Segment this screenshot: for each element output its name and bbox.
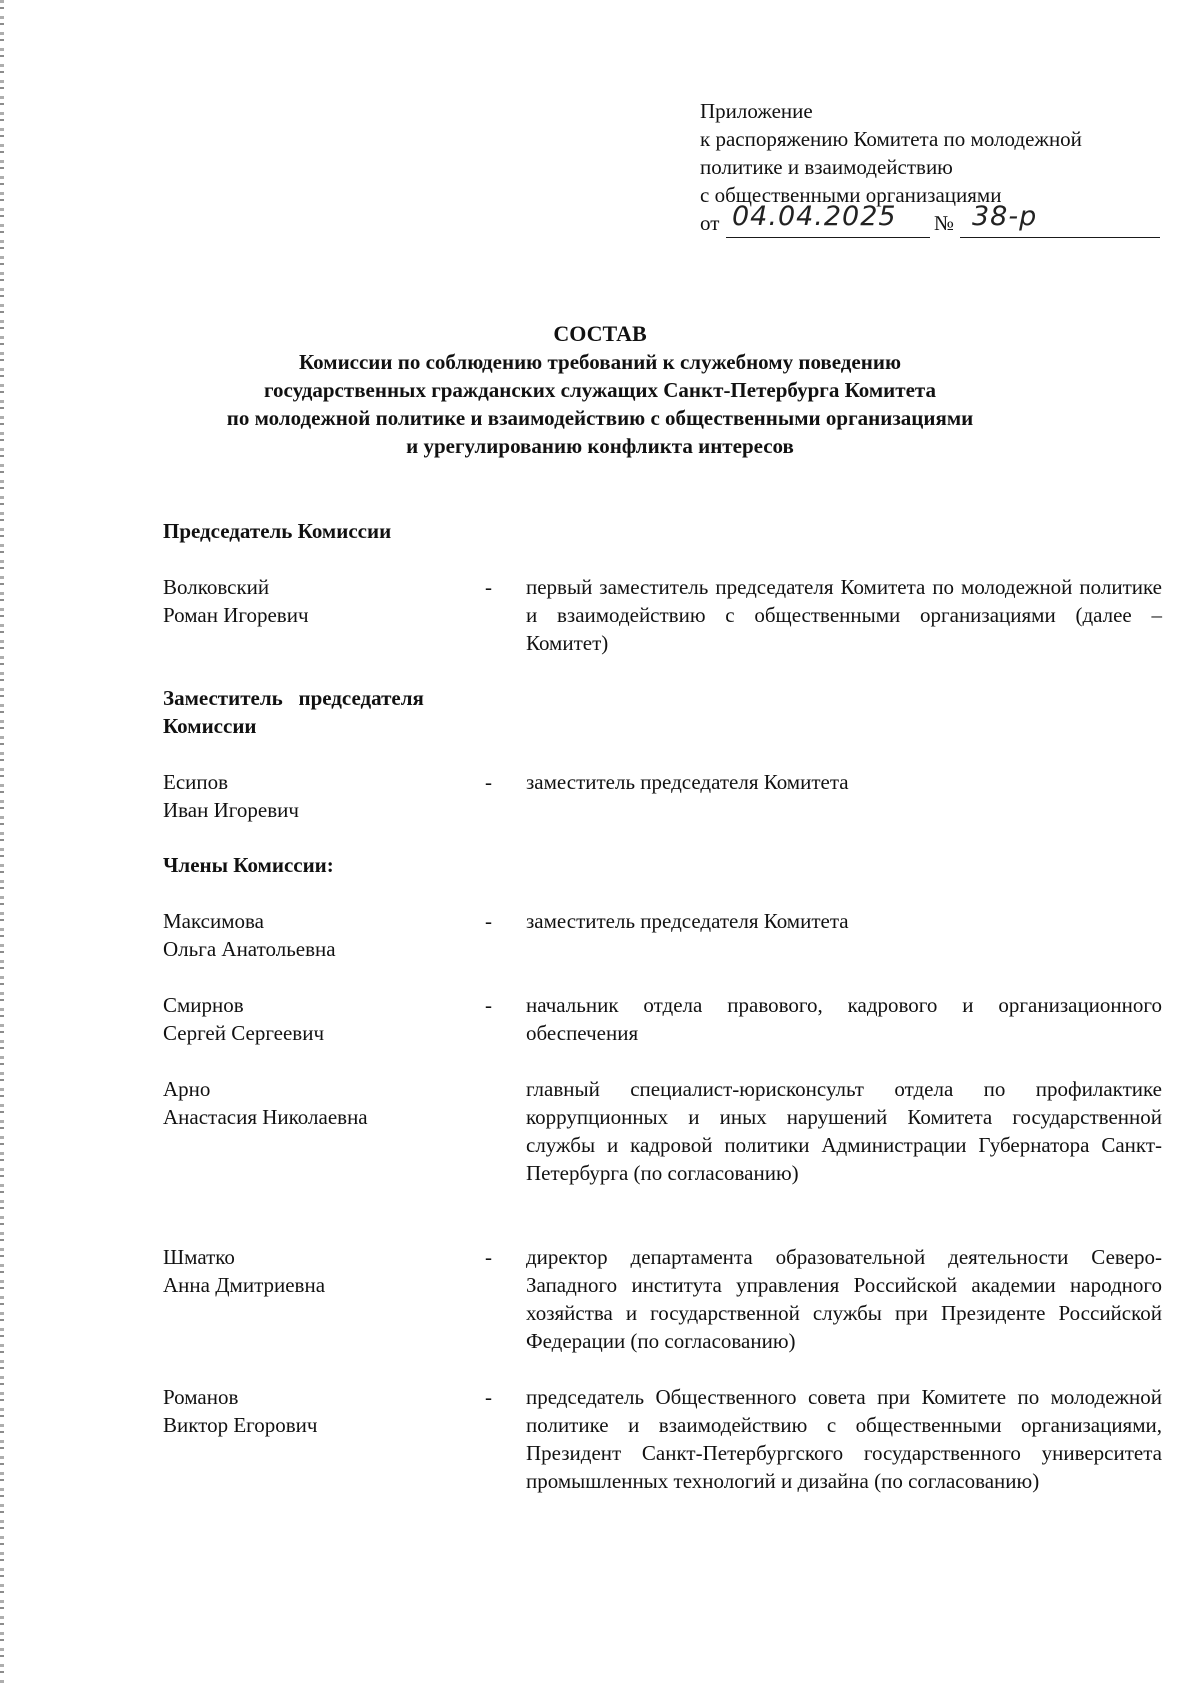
appendix-line: к распоряжению Комитета по молодежной	[700, 127, 1082, 151]
deputy-chair-heading	[163, 684, 424, 740]
member-role: первый заместитель председателя Комитета по молодежной политике и взаимодействию с общественными организациями (далее – Комитет)	[526, 575, 1162, 655]
appendix-line: Приложение	[700, 99, 813, 123]
title-line: государственных гражданских служащих Санкт-Петербурга Комитета	[264, 378, 936, 402]
title-line: и урегулированию конфликта интересов	[406, 434, 794, 458]
appendix-date-line	[700, 201, 1170, 243]
member-given-name: Сергей Сергеевич	[163, 1021, 325, 1045]
member-surname: Шматко	[163, 1245, 235, 1269]
member-given-name: Виктор Егорович	[163, 1413, 318, 1437]
number-label: №	[934, 211, 955, 235]
title-line: по молодежной политике и взаимодействию с общественными организациями	[226, 406, 974, 430]
member-surname: Романов	[163, 1385, 239, 1409]
title-line: Комиссии по соблюдению требований к служебному поведению	[298, 350, 901, 374]
member-name	[163, 1075, 463, 1131]
handwritten-number: 38-р	[972, 201, 1038, 232]
member-role: заместитель председателя Комитета	[526, 909, 849, 933]
deputy-heading-line: Комиссии	[163, 714, 257, 738]
member-surname: Волковский	[163, 575, 270, 599]
member-surname: Максимова	[163, 909, 264, 933]
member-name	[163, 1383, 463, 1439]
from-label: от	[700, 211, 720, 235]
member-name	[163, 991, 463, 1047]
chair-heading: Председатель Комиссии	[163, 519, 392, 543]
appendix-line: с общественными организациями	[700, 183, 1002, 207]
appendix-line: политике и взаимодействию	[700, 155, 953, 179]
title-main: СОСТАВ	[553, 321, 647, 346]
date-underline	[726, 237, 930, 238]
member-surname: Арно	[163, 1077, 211, 1101]
scan-edge-artifact	[0, 0, 4, 1685]
number-underline	[960, 237, 1160, 238]
member-given-name: Анна Дмитриевна	[163, 1273, 326, 1297]
member-given-name: Роман Игоревич	[163, 603, 309, 627]
handwritten-date: 04.04.2025	[732, 201, 897, 232]
member-surname: Есипов	[163, 770, 229, 794]
member-role: главный специалист-юрисконсульт отдела по профилактике коррупционных и иных нарушений Комитета государственной службы и кадровой политики Администрации Губернатора Санкт-Петербурга (по согласованию)	[526, 1077, 1162, 1185]
members-heading: Члены Комиссии:	[163, 853, 334, 877]
member-name	[163, 1243, 463, 1299]
deputy-heading-line: Заместитель председателя	[163, 686, 424, 710]
member-name	[163, 907, 463, 963]
member-role: заместитель председателя Комитета	[526, 770, 849, 794]
member-role: директор департамента образовательной деятельности Северо-Западного института управления Российской академии народного хозяйства и государственной службы при Президенте Российской Федерации (по согласованию)	[526, 1245, 1162, 1353]
member-dash: -	[485, 909, 492, 933]
member-dash: -	[485, 1245, 492, 1269]
member-given-name: Иван Игоревич	[163, 798, 299, 822]
member-name	[163, 768, 463, 824]
member-name	[163, 573, 463, 629]
member-role: начальник отдела правового, кадрового и организационного обеспечения	[526, 993, 1162, 1045]
member-dash: -	[485, 993, 492, 1017]
member-given-name: Анастасия Николаевна	[163, 1105, 368, 1129]
member-given-name: Ольга Анатольевна	[163, 937, 336, 961]
appendix-header	[700, 97, 1170, 243]
member-surname: Смирнов	[163, 993, 244, 1017]
document-title	[0, 320, 1200, 460]
member-role: председатель Общественного совета при Комитете по молодежной политике и взаимодействию с общественными организациями, Президент Санкт-Петербургского государственного университета промышленных технологий и дизайна (по согласованию)	[526, 1385, 1162, 1493]
member-dash: -	[485, 575, 492, 599]
member-dash: -	[485, 770, 492, 794]
member-dash: -	[485, 1385, 492, 1409]
